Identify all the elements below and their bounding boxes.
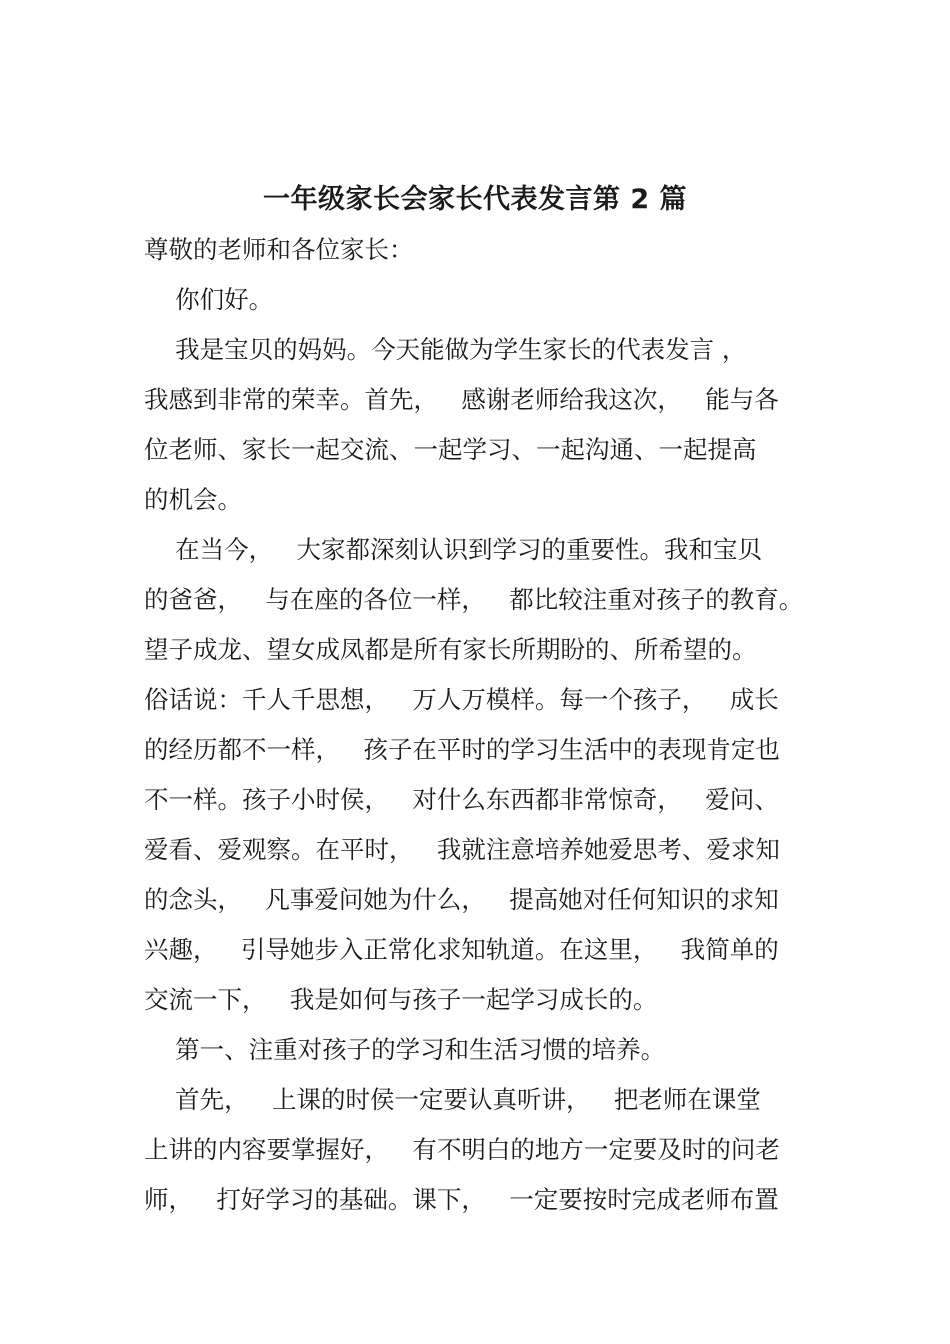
text-line-6: 的机会。 [144,485,242,514]
document-title: 一年级家长会家长代表发言第 2 篇 [262,184,688,215]
text-line-2: 你们好。 [144,285,274,314]
text-line-5: 位老师、家长一起交流、一起学习、一起沟通、一起提高 [144,435,757,464]
text-line-7: 在当今， 大家都深刻认识到学习的重要性。我和宝贝 [144,535,763,564]
text-line-20: 师， 打好学习的基础。课下， 一定要按时完成老师布置 [144,1185,779,1214]
text-line-8: 的爸爸， 与在座的各位一样， 都比较注重对孩子的教育。 [144,585,804,614]
text-line-17: 第一、注重对孩子的学习和生活习惯的培养。 [144,1035,666,1064]
text-line-13: 爱看、爱观察。在平时， 我就注意培养她爱思考、爱求知 [144,835,780,864]
text-line-4: 我感到非常的荣幸。首先， 感谢老师给我这次， 能与各 [144,385,779,414]
text-line-11: 的经历都不一样， 孩子在平时的学习生活中的表现肯定也 [144,735,780,764]
text-line-9: 望子成龙、望女成凤都是所有家长所期盼的、所希望的。 [144,635,757,664]
text-line-18: 首先， 上课的时侯一定要认真听讲， 把老师在课堂 [144,1085,761,1114]
text-line-15: 兴趣， 引导她步入正常化求知轨道。在这里， 我简单的 [144,935,779,964]
text-line-1: 尊敬的老师和各位家长： [144,235,414,264]
text-line-3: 我是宝贝的妈妈。今天能做为学生家长的代表发言 ， [144,335,747,364]
text-line-16: 交流一下， 我是如何与孩子一起学习成长的。 [144,985,658,1014]
text-line-19: 上讲的内容要掌握好， 有不明白的地方一定要及时的问老 [144,1135,780,1164]
text-line-12: 不一样。孩子小时侯， 对什么东西都非常惊奇， 爱问、 [144,785,779,814]
text-line-14: 的念头， 凡事爱问她为什么， 提高她对任何知识的求知 [144,885,779,914]
text-line-10: 俗话说：千人千思想， 万人万模样。每一个孩子， 成长 [144,685,779,714]
